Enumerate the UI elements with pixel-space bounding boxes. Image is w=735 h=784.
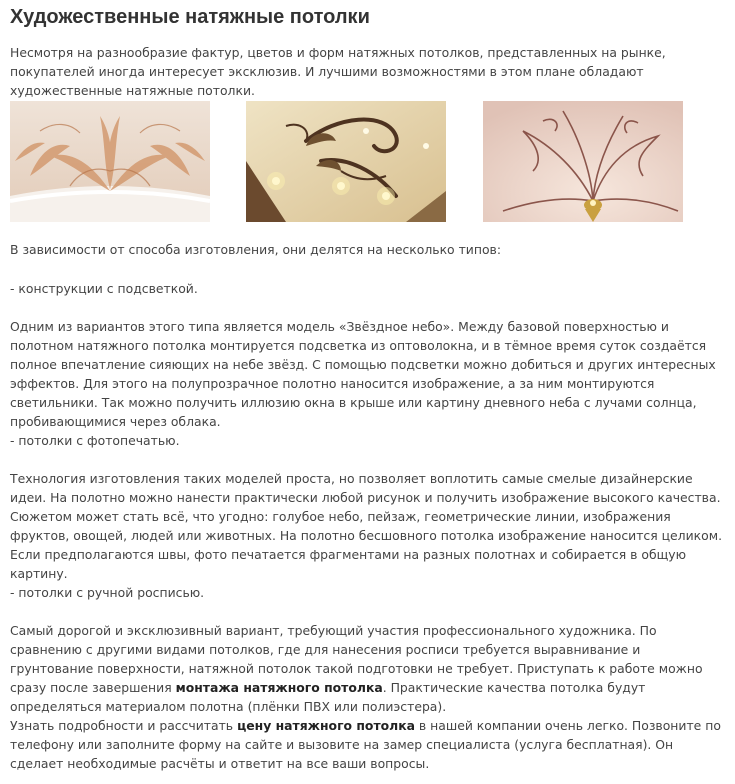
type3-paragraph: [10, 621, 722, 716]
price-link-text: цену натяжного потолка: [237, 718, 415, 733]
intro-paragraph: Несмотря на разнообразие фактур, цветов и форм натяжных потолков, представленных на рынке, покупателей иногда интересует эксклюзив. И лучшими возможностями в этом плане обладают художественные натяжные потолки.: [10, 45, 666, 98]
type3-text-before: Самый дорогой и эксклюзивный вариант, требующий участия профессионального художника. По сравнению с другими видами потолков, где для нанесения росписи требуется выравнивание и грунтование поверхности, натяжной потолок такой подготовки не требует. Приступать к работе можно сразу после завершения: [10, 623, 703, 695]
outro-paragraph: [10, 716, 722, 773]
types-intro: В зависимости от способа изготовления, они делятся на несколько типов:: [10, 242, 501, 257]
ceiling-photo-floral: [483, 101, 683, 222]
type3-text-after: . Практические качества потолка будут определяться материалом полотна (плёнки ПВХ или полиэстера).: [10, 680, 646, 714]
installation-link-text: монтажа натяжного потолка: [175, 680, 383, 695]
type1-label: - конструкции с подсветкой.: [10, 281, 198, 296]
page-title: Художественные натяжные потолки: [10, 6, 370, 28]
type2-label: - потолки с фотопечатью.: [10, 433, 180, 448]
type1-paragraph: Одним из вариантов этого типа является модель «Звёздное небо». Между базовой поверхностью и полотном натяжного потолка монтируется подсветка из оптоволокна, и в тёмное время суток создаётся полное впечатление сияющих на небе звёзд. С помощью подсветки можно добиться и других интересных эффектов. Для этого на полупрозрачное полотно наносится изображение, а за ним монтируются светильники. Так можно получить иллюзию окна в крыше или картину дневного неба с лучами солнца, пробивающимися через облака.: [10, 319, 716, 429]
type3-label: - потолки с ручной росписью.: [10, 585, 205, 600]
type2-paragraph: Технология изготовления таких моделей проста, но позволяет воплотить самые смелые дизайнерские идеи. На полотно можно нанести практически любой рисунок и получить изображение высокого качества. Сюжетом может стать всё, что угодно: голубое небо, пейзаж, геометрические линии, изображения фруктов, овощей, людей или животных. На полотно бесшовного потолка изображение наносится целиком. Если предполагаются швы, фото печатается фрагментами на разных полотнах и собирается в общую картину.: [10, 471, 723, 581]
outro-text-after: в нашей компании очень легко. Позвоните по телефону или заполните форму на сайте и вызовите на замер специалиста (услуга бесплатная). Он сделает необходимые расчёты и ответит на все ваши вопросы.: [10, 718, 721, 771]
ceiling-photo-swirls: [246, 101, 446, 222]
ceiling-photo-ornament: [10, 101, 210, 222]
outro-text-before: Узнать подробности и рассчитать: [10, 718, 238, 733]
